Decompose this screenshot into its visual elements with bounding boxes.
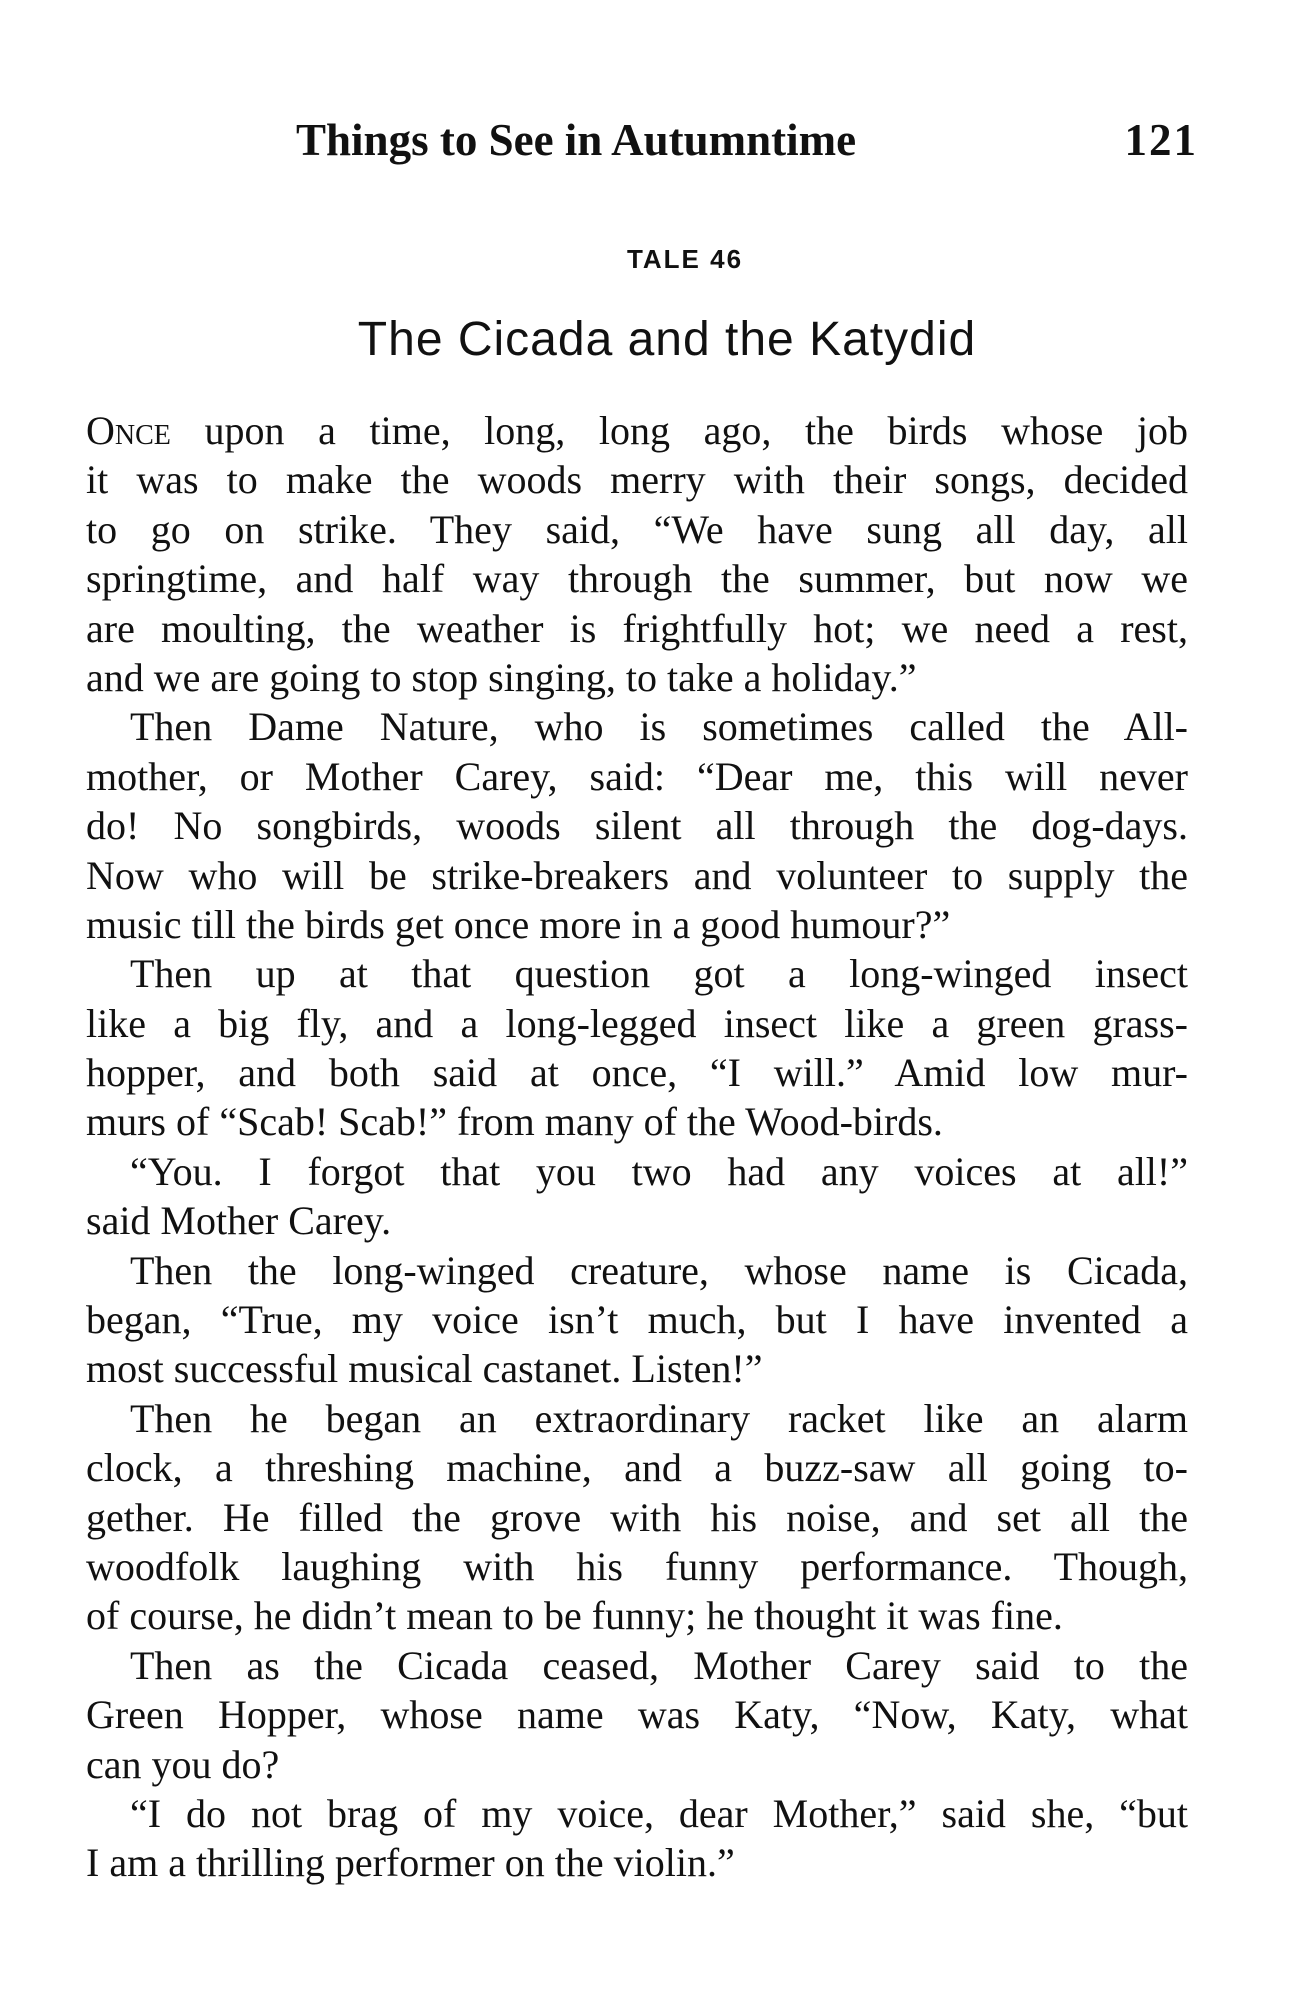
opening-word: Once	[86, 408, 171, 453]
text-line	[86, 1542, 1188, 1591]
text-line-content: I am a thrilling performer on the violin.”	[86, 1840, 735, 1886]
text-line	[86, 1394, 1188, 1443]
text-line-content: “You. I forgot that you two had any voices at all!”	[130, 1148, 1188, 1194]
text-line	[86, 1097, 1188, 1146]
text-line-content: mother, or Mother Carey, said: “Dear me, this will never	[86, 753, 1188, 799]
text-line	[86, 1493, 1188, 1542]
text-line-content: said Mother Carey.	[86, 1198, 392, 1244]
text-line-content: Then he began an extraordinary racket like an alarm	[130, 1395, 1188, 1441]
text-line-content: Now who will be strike-breakers and volunteer to supply the	[86, 852, 1188, 898]
text-line	[86, 1641, 1188, 1690]
text-line	[86, 900, 1188, 949]
text-line-content: “I do not brag of my voice, dear Mother,” said she, “but	[130, 1790, 1188, 1836]
text-line-content: Green Hopper, whose name was Katy, “Now, Katy, what	[86, 1692, 1188, 1738]
text-line	[86, 1196, 1188, 1245]
text-line-content: Then up at that question got a long-winged insect	[130, 951, 1188, 997]
text-line	[86, 949, 1188, 998]
text-line	[86, 1048, 1188, 1097]
tale-title: The Cicada and the Katydid	[357, 313, 977, 366]
text-line-content: can you do?	[86, 1741, 280, 1787]
text-line-content: music till the birds get once more in a good humour?”	[86, 901, 951, 947]
text-line	[86, 406, 1188, 455]
text-line	[86, 702, 1188, 751]
text-line	[86, 604, 1188, 653]
running-head	[296, 110, 1196, 170]
text-line-content: Then as the Cicada ceased, Mother Carey said to the	[130, 1642, 1188, 1688]
text-line	[86, 1838, 1188, 1887]
text-line	[86, 1344, 1188, 1393]
text-line-content: springtime, and half way through the summer, but now we	[86, 556, 1188, 602]
text-line	[86, 653, 1188, 702]
text-line-content: hopper, and both said at once, “I will.” Amid low mur-	[86, 1050, 1188, 1096]
text-line	[86, 455, 1188, 504]
text-line-content: clock, a threshing machine, and a buzz-saw all going to-	[86, 1445, 1188, 1491]
text-line	[86, 1740, 1188, 1789]
text-line	[86, 752, 1188, 801]
text-line-content: Then Dame Nature, who is sometimes called the All-	[130, 704, 1188, 750]
text-line	[86, 505, 1188, 554]
text-line	[86, 801, 1188, 850]
text-line-content: murs of “Scab! Scab!” from many of the Wood-birds.	[86, 1099, 943, 1145]
text-line-content: and we are going to stop singing, to take a holiday.”	[86, 654, 917, 700]
text-line	[86, 851, 1188, 900]
text-line	[86, 1443, 1188, 1492]
text-line-content: began, “True, my voice isn’t much, but I have invented a	[86, 1297, 1188, 1343]
text-line	[86, 1246, 1188, 1295]
text-line-content: of course, he didn’t mean to be funny; he thought it was fine.	[86, 1593, 1063, 1639]
text-line	[86, 1690, 1188, 1739]
page-number: 121	[1124, 115, 1198, 165]
text-line-content: it was to make the woods merry with their songs, decided	[86, 457, 1188, 503]
running-head-title: Things to See in Autumntime	[296, 115, 857, 165]
text-line-content: do! No songbirds, woods silent all through the dog-days.	[86, 803, 1188, 849]
text-line	[86, 1591, 1188, 1640]
text-line	[86, 554, 1188, 603]
text-line	[86, 999, 1188, 1048]
text-line-content: gether. He filled the grove with his noise, and set all the	[86, 1494, 1188, 1540]
text-line	[86, 1789, 1188, 1838]
text-line-content: are moulting, the weather is frightfully hot; we need a rest,	[86, 605, 1188, 651]
text-line	[86, 1147, 1188, 1196]
text-line-content: upon a time, long, long ago, the birds whose job	[170, 408, 1188, 453]
text-line-content: like a big fly, and a long-legged insect like a green grass-	[86, 1000, 1188, 1046]
text-line-content: woodfolk laughing with his funny performance. Though,	[86, 1543, 1188, 1589]
text-line-content: most successful musical castanet. Listen!”	[86, 1346, 763, 1392]
text-line-content: Then the long-winged creature, whose name is Cicada,	[130, 1247, 1188, 1293]
text-line	[86, 1295, 1188, 1344]
tale-label: TALE 46	[626, 244, 744, 274]
body-text	[86, 406, 1188, 1888]
text-line-content: to go on strike. They said, “We have sung all day, all	[86, 506, 1188, 552]
